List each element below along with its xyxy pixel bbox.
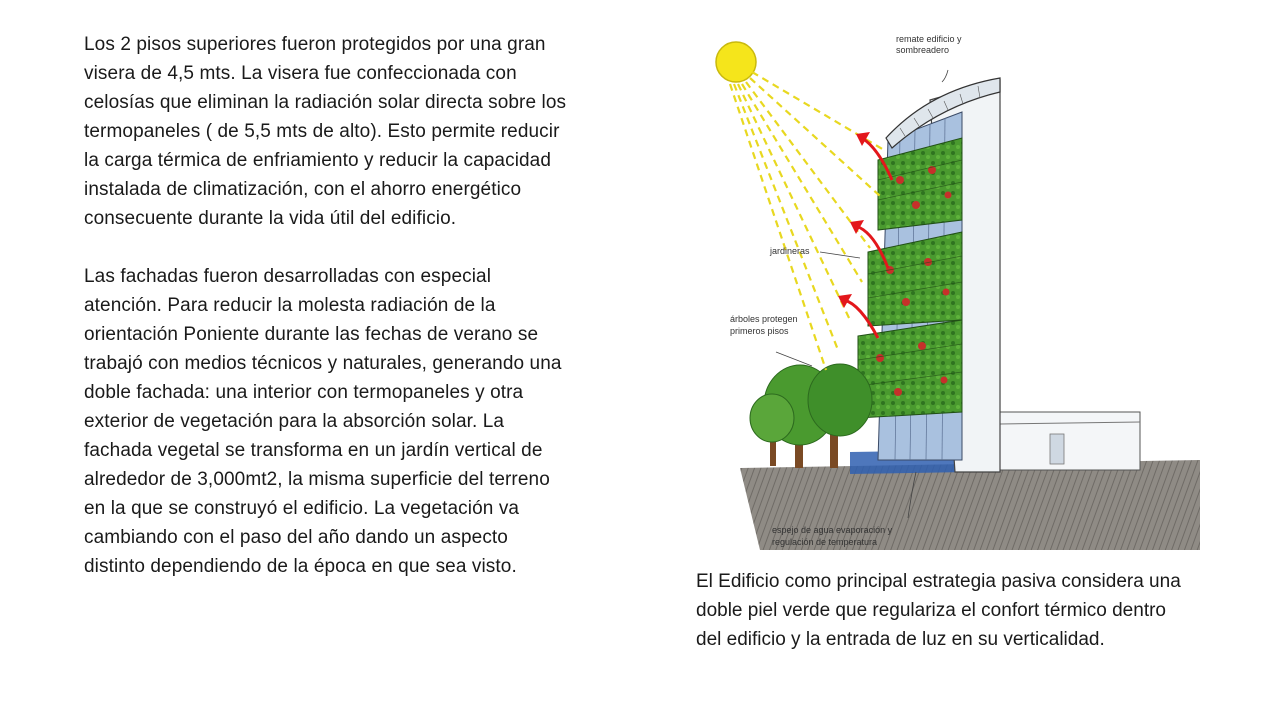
planter-lower <box>858 320 962 418</box>
main-text-column <box>84 30 570 581</box>
label-arboles-line1: árboles protegen <box>730 314 798 324</box>
annex-building <box>1000 412 1140 470</box>
label-jardineras: jardineras <box>770 246 810 256</box>
label-espejo-line1: espejo de agua evaporación y <box>772 525 893 535</box>
label-espejo-line2: regulación de temperatura <box>772 537 878 547</box>
paragraph-visera: Los 2 pisos superiores fueron protegidos por una gran visera de 4,5 mts. La visera fue confeccionada con celosías que eliminan la radiación solar directa sobre los termopaneles ( de 5,5 mts de alto). Esto permite reducir la carga térmica de enfriamiento y reducir la capacidad instalada de climatización, con el ahorro energético consecuente durante la vida útil del edificio. <box>84 34 567 229</box>
illustration-caption: El Edificio como principal estrategia pasiva considera una doble piel verde que regulariza el confort térmico dentro del edificio y la entrada de luz en su verticalidad. <box>696 571 1181 650</box>
paragraph-fachadas: Las fachadas fueron desarrolladas con especial atención. Para reducir la molesta radiación de la orientación Poniente durante las fechas de verano se trabajó con medios técnicos y naturales, generando una doble fachada: una interior con termopaneles y otra exterior de vegetación para la absorción solar. La fachada vegetal se transforma en un jardín vertical de alrededor de 3,000mt2, la misma superficie del terreno en la que se construyó el edificio. La vegetación va cambiando con el paso del año dando un aspecto distinto dependiendo de la época en que sea visto. <box>84 266 562 577</box>
building-sketch-illustration <box>700 20 1200 560</box>
sun-icon <box>716 42 756 82</box>
label-arboles-line2: primeros pisos <box>730 326 789 336</box>
label-remate-line2: sombreadero <box>896 45 950 55</box>
label-remate-line1: remate edificio y <box>896 34 962 44</box>
planter-middle <box>868 232 962 326</box>
